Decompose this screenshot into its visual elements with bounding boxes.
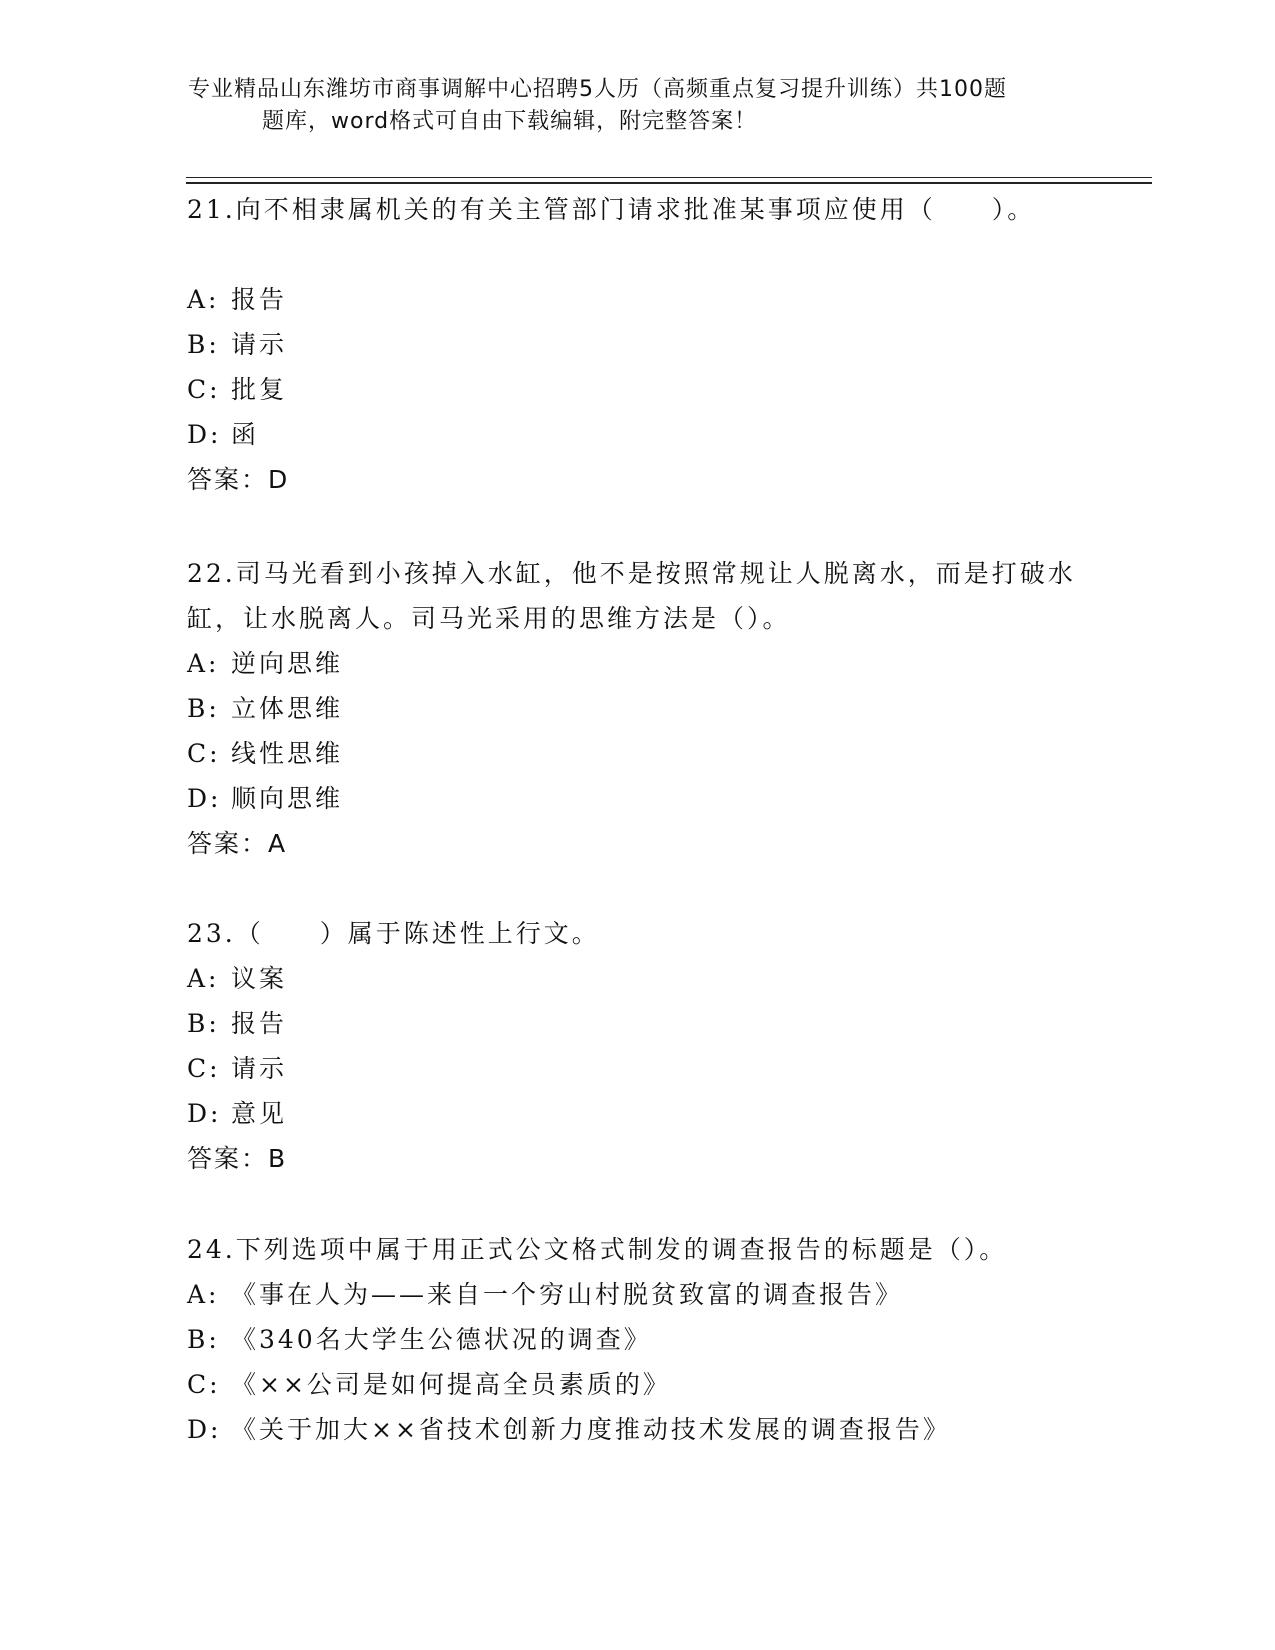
option-key: C: bbox=[187, 375, 221, 404]
option-text: 报告 bbox=[231, 285, 288, 314]
option-text: 逆向思维 bbox=[231, 649, 344, 678]
option-d bbox=[187, 412, 1087, 457]
option-key: D: bbox=[187, 1099, 222, 1128]
answer-label: 答案：D bbox=[187, 465, 290, 494]
option-text: 报告 bbox=[231, 1009, 288, 1038]
option-b bbox=[187, 1001, 1087, 1046]
option-text: 《关于加大××省技术创新力度推动技术发展的调查报告》 bbox=[231, 1415, 951, 1444]
option-c bbox=[187, 731, 1087, 776]
option-key: A: bbox=[187, 285, 220, 314]
option-a bbox=[187, 277, 1087, 322]
question-24 bbox=[187, 1227, 1087, 1452]
option-a bbox=[187, 1272, 1087, 1317]
option-key: D: bbox=[187, 784, 222, 813]
option-text: 议案 bbox=[231, 964, 288, 993]
document-header bbox=[188, 74, 1088, 138]
option-text: 立体思维 bbox=[231, 694, 344, 723]
answer-label: 答案：A bbox=[187, 829, 288, 858]
question-22 bbox=[187, 551, 1087, 866]
option-text: 《××公司是如何提高全员素质的》 bbox=[231, 1370, 671, 1399]
option-d bbox=[187, 776, 1087, 821]
option-key: C: bbox=[187, 739, 221, 768]
option-b bbox=[187, 322, 1087, 367]
question-stem: 21.向不相隶属机关的有关主管部门请求批准某事项应使用（ ）。 bbox=[187, 195, 1036, 224]
option-c bbox=[187, 367, 1087, 412]
question-stem: 22.司马光看到小孩掉入水缸，他不是按照常规让人脱离水，而是打破水缸，让水脱离人。司马光采用的思维方法是（）。 bbox=[187, 559, 1076, 633]
option-a bbox=[187, 641, 1087, 686]
option-key: A: bbox=[187, 1280, 220, 1309]
header-line-2: 题库，word格式可自由下载编辑，附完整答案！ bbox=[262, 109, 758, 134]
option-d bbox=[187, 1407, 1087, 1452]
question-stem: 23.（ ）属于陈述性上行文。 bbox=[187, 919, 600, 948]
header-divider-thick bbox=[186, 182, 1152, 184]
option-text: 顺向思维 bbox=[231, 784, 344, 813]
option-d bbox=[187, 1091, 1087, 1136]
option-text: 《事在人为——来自一个穷山村脱贫致富的调查报告》 bbox=[231, 1280, 904, 1309]
option-key: B: bbox=[187, 330, 220, 359]
option-key: A: bbox=[187, 649, 220, 678]
option-key: D: bbox=[187, 420, 222, 449]
option-text: 线性思维 bbox=[231, 739, 344, 768]
option-text: 批复 bbox=[231, 375, 288, 404]
option-c bbox=[187, 1362, 1087, 1407]
option-b bbox=[187, 686, 1087, 731]
question-21 bbox=[187, 187, 1087, 502]
option-key: D: bbox=[187, 1415, 222, 1444]
option-key: C: bbox=[187, 1370, 221, 1399]
option-key: C: bbox=[187, 1054, 221, 1083]
question-23 bbox=[187, 911, 1087, 1181]
option-a bbox=[187, 956, 1087, 1001]
option-text: 函 bbox=[231, 420, 260, 449]
option-text: 意见 bbox=[231, 1099, 288, 1128]
option-key: B: bbox=[187, 1325, 220, 1354]
option-text: 请示 bbox=[231, 1054, 288, 1083]
option-c bbox=[187, 1046, 1087, 1091]
option-text: 《340名大学生公德状况的调查》 bbox=[231, 1325, 652, 1354]
option-key: B: bbox=[187, 1009, 220, 1038]
option-key: B: bbox=[187, 694, 220, 723]
answer-label: 答案：B bbox=[187, 1144, 288, 1173]
option-key: A: bbox=[187, 964, 220, 993]
option-b bbox=[187, 1317, 1087, 1362]
option-text: 请示 bbox=[231, 330, 288, 359]
question-stem: 24.下列选项中属于用正式公文格式制发的调查报告的标题是（）。 bbox=[187, 1235, 1008, 1264]
header-line-1: 专业精品山东潍坊市商事调解中心招聘5人历（高频重点复习提升训练）共100题 bbox=[188, 77, 1007, 102]
header-divider-thin bbox=[186, 177, 1152, 178]
